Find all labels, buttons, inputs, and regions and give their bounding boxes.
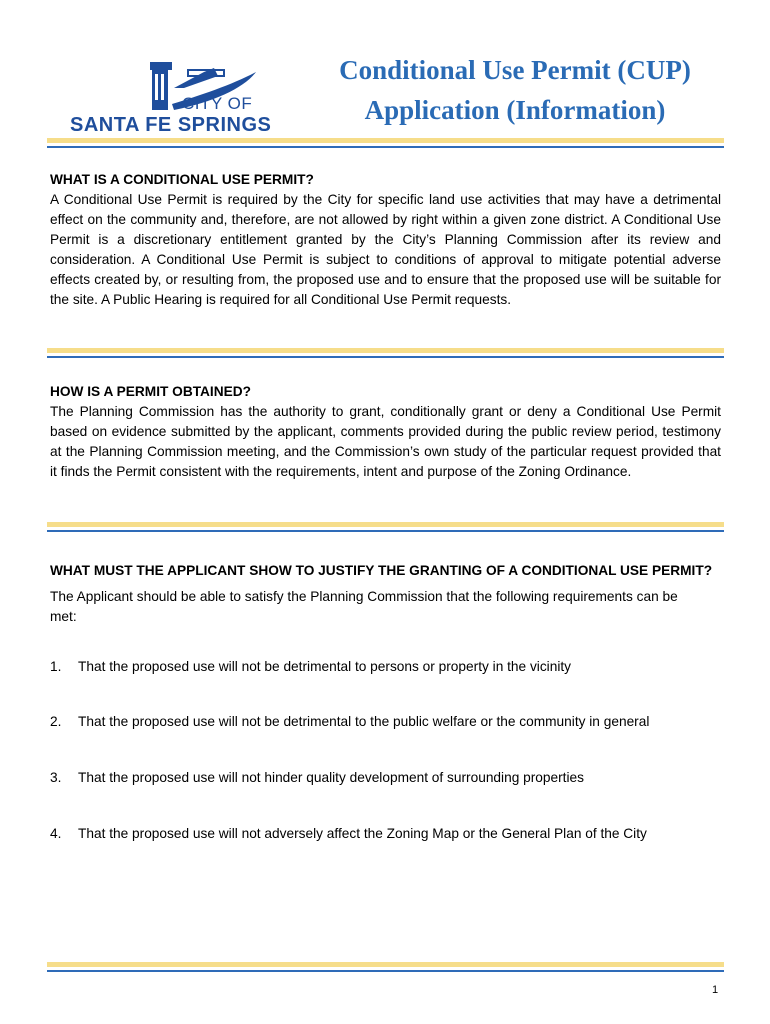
section-heading: HOW IS A PERMIT OBTAINED?: [50, 384, 251, 399]
list-item-text: That the proposed use will not hinder quality development of surrounding properties: [78, 770, 584, 785]
section-heading: WHAT MUST THE APPLICANT SHOW TO JUSTIFY THE GRANTING OF A CONDITIONAL USE PERMIT?: [50, 563, 713, 578]
page-title-line2: Application (Information): [364, 95, 666, 125]
list-item-number: 1.: [50, 659, 62, 674]
logo-name-text: SANTA FE SPRINGS: [70, 114, 272, 136]
list-item-number: 2.: [50, 714, 62, 729]
section-divider: [47, 522, 724, 532]
list-item-text: That the proposed use will not be detrimental to the public welfare or the community in general: [78, 714, 650, 729]
page-title-line1: Conditional Use Permit (CUP): [339, 55, 691, 85]
section-body: A Conditional Use Permit is required by the City for specific land use activities that may have a detrimental effect on the community and, therefore, are not allowed by right within a given zone district. A Conditional Use Permit is a discretionary entitlement granted by the City’s Planning Commission after its review and consideration. A Conditional Use Permit is subject to conditions of approval to mitigate potential adverse effects created by, or resulting from, the proposed use and to ensure that the proposed use will be suitable for the site. A Public Hearing is required for all Conditional Use Permit requests.: [50, 192, 721, 307]
section-body: The Planning Commission has the authority to grant, conditionally grant or deny a Conditional Use Permit based on evidence submitted by the applicant, comments provided during the public review period, testimony at the Planning Commission meeting, and the Commission’s own study of the particular request provided that it finds the Permit consistent with the requirements, intent and purpose of the Zoning Ordinance.: [50, 404, 721, 479]
header-divider: [47, 138, 724, 148]
section-what-is-cup: [50, 170, 721, 310]
footer-divider: [47, 962, 724, 972]
list-item-text: That the proposed use will not be detrimental to persons or property in the vicinity: [78, 659, 572, 674]
city-logo: [70, 58, 280, 140]
section-justification: [50, 561, 721, 627]
list-item-text: That the proposed use will not adversely affect the Zoning Map or the General Plan of the City: [78, 826, 647, 841]
section-how-obtained: [50, 382, 721, 482]
logo-city-text: CITY OF: [182, 94, 253, 113]
section-divider: [47, 348, 724, 358]
page-number: 1: [712, 984, 719, 996]
list-item-number: 4.: [50, 826, 62, 841]
section-heading: WHAT IS A CONDITIONAL USE PERMIT?: [50, 172, 314, 187]
list-item-number: 3.: [50, 770, 62, 785]
section-body: The Applicant should be able to satisfy the Planning Commission that the following requirements can be met:: [50, 589, 678, 624]
